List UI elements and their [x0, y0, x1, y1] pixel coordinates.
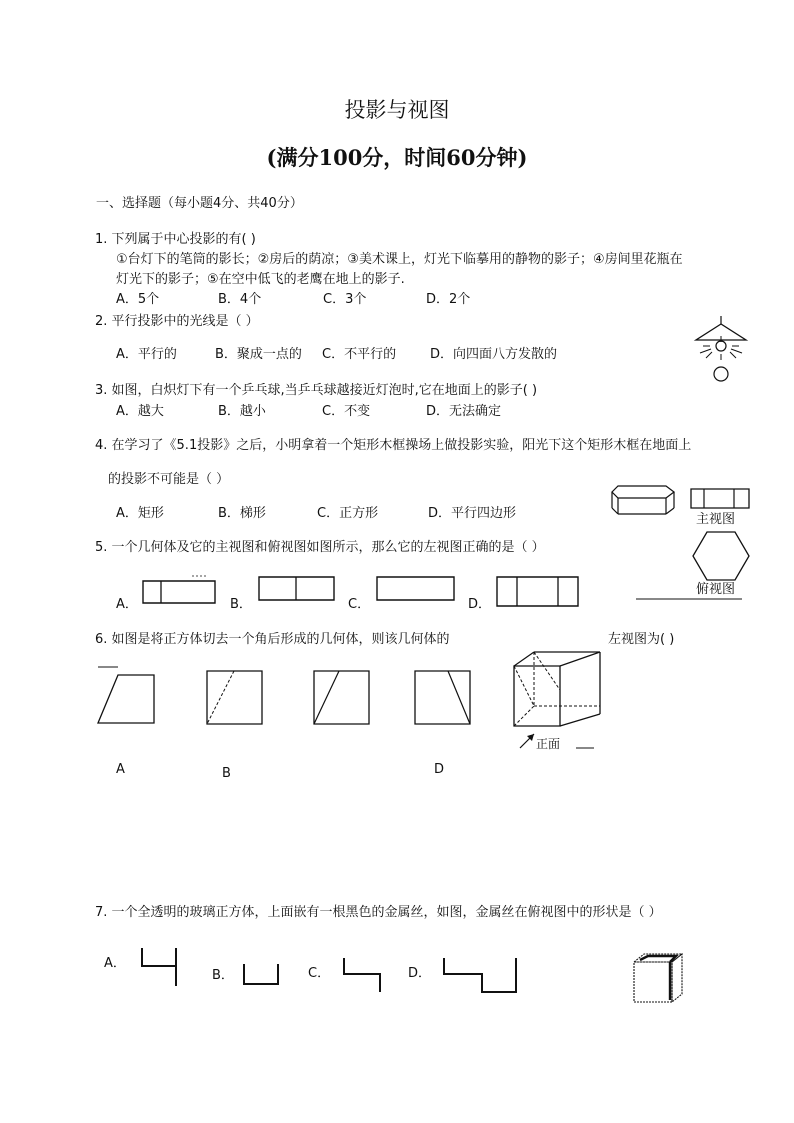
question-3-option-b: B．越小 — [218, 404, 266, 419]
question-1-option-c: C．3个 — [323, 292, 367, 307]
question-5-stem: 5. 一个几何体及它的主视图和俯视图如图所示，那么它的左视图正确的是（ ） — [95, 540, 545, 555]
question-2-option-b: B．聚成一点的 — [215, 347, 302, 362]
q6-option-d-label: D — [434, 762, 445, 777]
question-4-stem: 4. 在学习了《5.1投影》之后，小明拿着一个矩形木框操场上做投影实验，阳光下这个矩形木框在地面上 — [95, 438, 692, 453]
question-1-line2: ①台灯下的笔筒的影长；②房后的荫凉；③美术课上，灯光下临摹用的静物的影子；④房间里花瓶在 — [116, 252, 683, 267]
question-3-stem: 3. 如图，白炽灯下有一个乒乓球,当乒乓球越接近灯泡时,它在地面上的影子( ) — [95, 383, 538, 398]
section-heading: 一、选择题（每小题4分、共40分） — [96, 196, 303, 211]
question-2-stem: 2. 平行投影中的光线是（ ） — [95, 314, 259, 329]
question-4-option-b: B．梯形 — [218, 506, 266, 521]
blank-rule — [576, 746, 594, 750]
question-4-option-d: D．平行四边形 — [428, 506, 517, 521]
question-1-option-b: B．4个 — [218, 292, 262, 307]
question-1-line3: 灯光下的影子；⑤在空中低飞的老鹰在地上的影子. — [116, 272, 405, 287]
hexagonal-prism-figure — [610, 484, 676, 516]
q6-option-c-figure — [313, 670, 371, 726]
question-5-option-c: C． — [348, 597, 371, 612]
question-6-stem-end: 左视图为( ) — [608, 632, 675, 647]
q7-option-c-figure — [342, 956, 386, 994]
main-view-label: 主视图 — [696, 512, 736, 527]
option-d-figure — [496, 576, 580, 608]
question-7-option-d: D． — [408, 966, 432, 981]
question-1-option-d: D．2个 — [426, 292, 471, 307]
top-view-figure — [692, 530, 750, 582]
question-5-option-a: A． — [116, 597, 138, 612]
q7-option-a-figure — [140, 946, 182, 988]
q6-option-b-figure — [206, 670, 264, 726]
glass-cube-figure — [632, 952, 684, 1004]
lamp-figure — [686, 316, 756, 384]
question-2-option-c: C．不平行的 — [322, 347, 397, 362]
page-subtitle: (满分100分，时间60分钟) — [266, 145, 528, 170]
q6-option-d-figure — [414, 670, 472, 726]
question-4-option-c: C．正方形 — [317, 506, 379, 521]
question-7-option-c: C． — [308, 966, 331, 981]
q6-option-b-label: B — [222, 766, 231, 781]
q7-option-d-figure — [442, 956, 522, 996]
question-3-option-a: A．越大 — [116, 404, 164, 419]
question-1-option-a: A．5个 — [116, 292, 160, 307]
underline-rule — [636, 597, 742, 601]
question-1-stem: 1. 下列属于中心投影的有( ) — [95, 232, 256, 247]
question-2-option-a: A．平行的 — [116, 347, 177, 362]
question-7-stem: 7. 一个全透明的玻璃正方体，上面嵌有一根黑色的金属丝，如图，金属丝在俯视图中的形状是（ ） — [95, 905, 662, 920]
q7-option-b-figure — [242, 962, 282, 988]
question-3-option-c: C．不变 — [322, 404, 371, 419]
top-view-label: 俯视图 — [696, 582, 736, 597]
option-a-figure — [142, 574, 218, 606]
q6-option-a-figure — [98, 665, 158, 725]
question-5-option-d: D． — [468, 597, 492, 612]
front-label: 正面 — [536, 737, 561, 751]
question-2-option-d: D．向四面八方发散的 — [430, 347, 558, 362]
question-5-option-b: B． — [230, 597, 252, 612]
q6-option-a-label: A — [116, 762, 125, 777]
question-7-option-a: A． — [104, 956, 126, 971]
page-title: 投影与视图 — [344, 98, 450, 122]
question-4-line2: 的投影不可能是（ ） — [108, 472, 230, 487]
option-b-figure — [258, 576, 336, 602]
option-c-figure — [376, 576, 456, 602]
question-7-option-b: B． — [212, 968, 234, 983]
question-4-option-a: A．矩形 — [116, 506, 164, 521]
question-6-stem: 6. 如图是将正方体切去一个角后形成的几何体，则该几何体的 — [95, 632, 450, 647]
question-3-option-d: D．无法确定 — [426, 404, 502, 419]
main-view-figure — [690, 488, 752, 510]
